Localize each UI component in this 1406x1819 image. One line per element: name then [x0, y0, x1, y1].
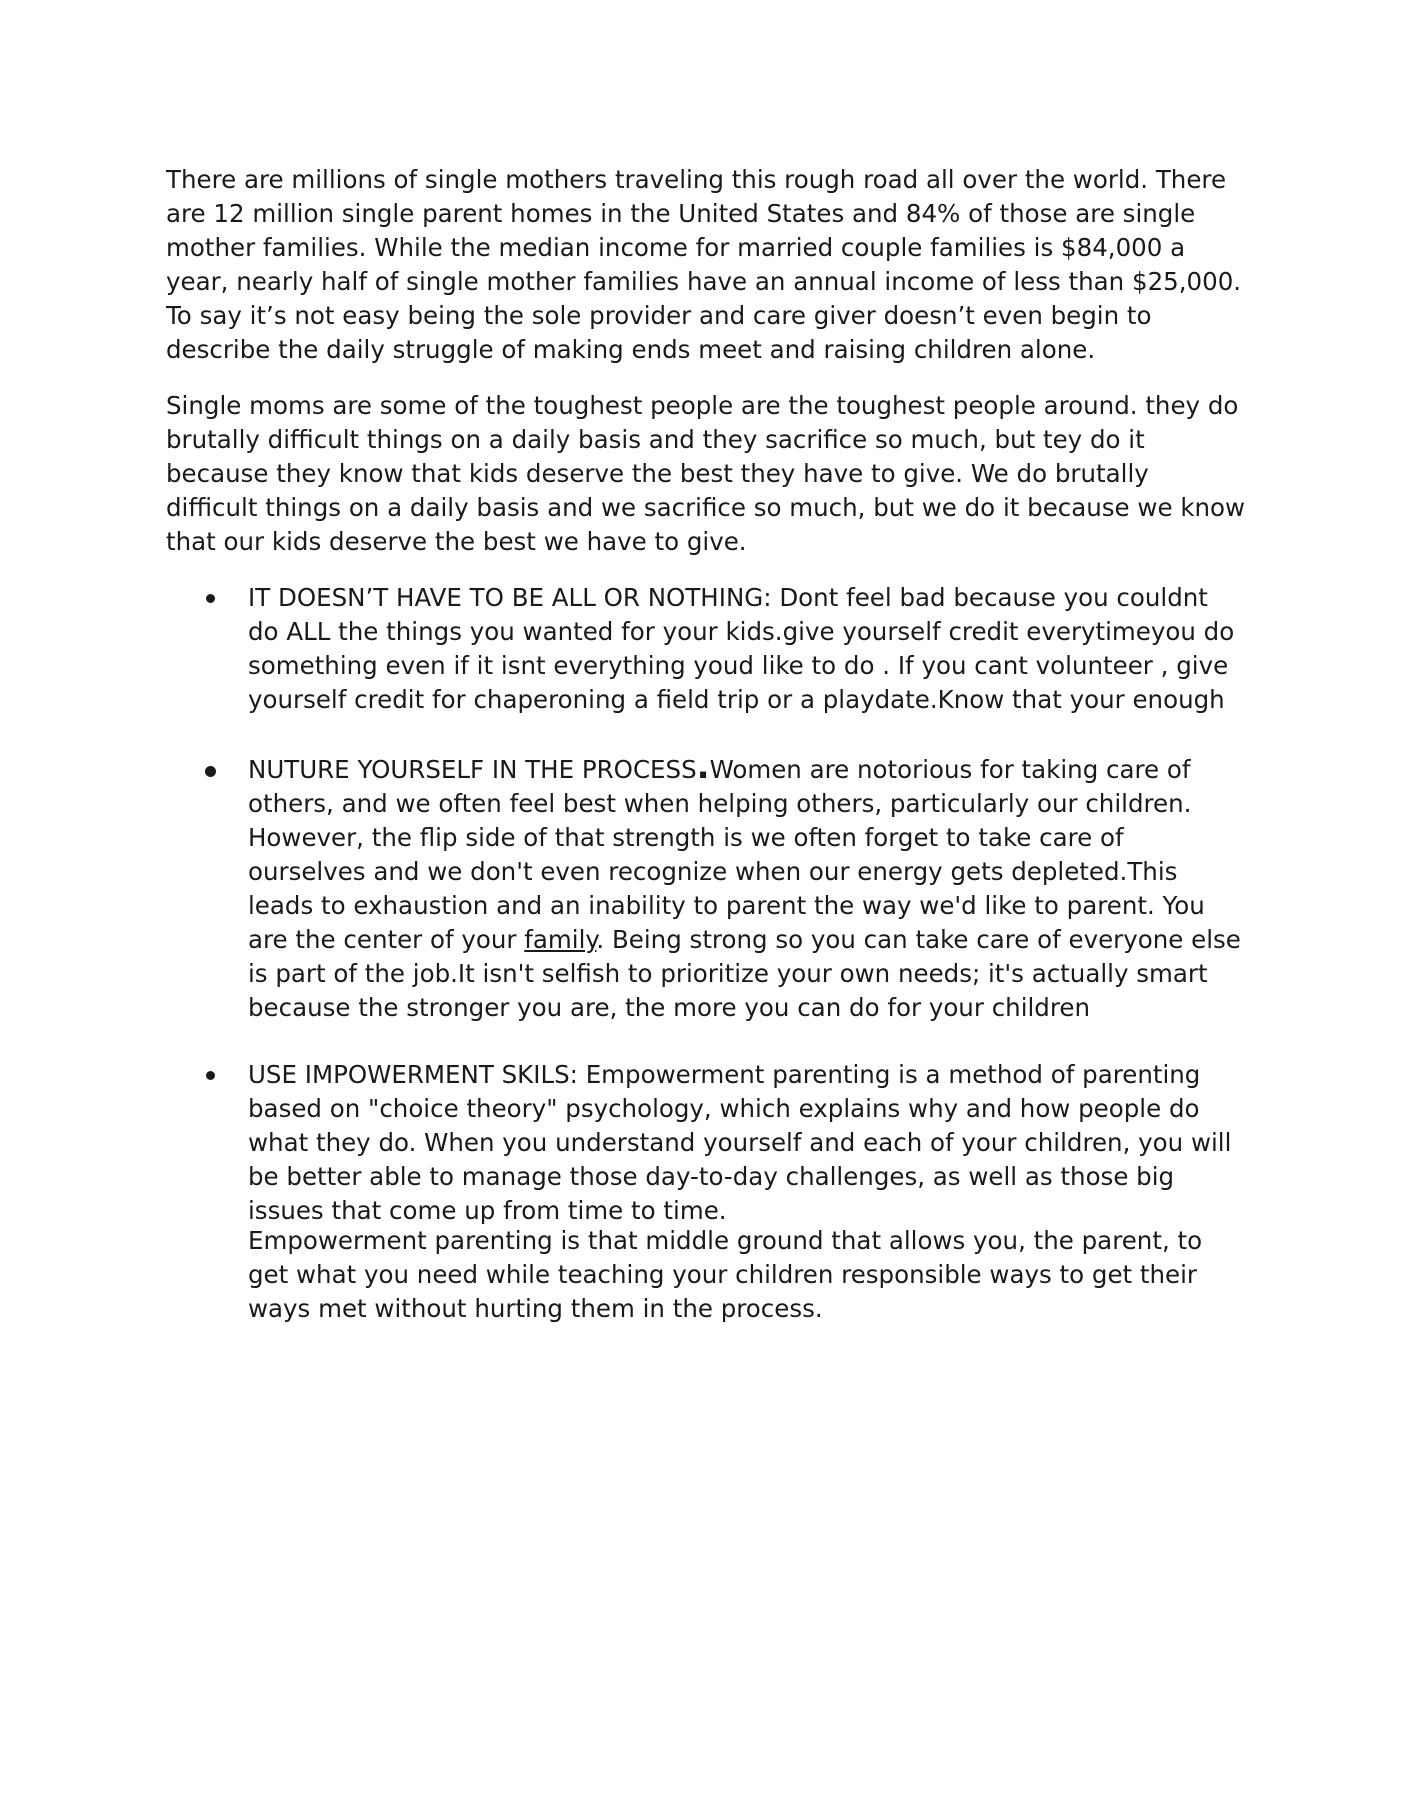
- list-item: [166, 1058, 1246, 1326]
- tip-extra-paragraph: Empowerment parenting is that middle ground that allows you, the parent, to get what you need while teaching your children responsible ways to get their ways met without hurting them in the process.: [248, 1226, 1203, 1323]
- tip-heading: USE IMPOWERMENT SKILS:: [248, 1060, 578, 1089]
- heading-period: .: [696, 747, 710, 787]
- tip-body: Empowerment parenting is a method of parenting based on "choice theory" psychology, which explains why and how people do what they do. When you understand yourself and each of your children, you will be better able to manage those day-to-day challenges, as well as those big issues that come up from time to time.: [248, 1060, 1232, 1225]
- tip-body: Women are notorious for taking care of others, and we often feel best when helping others, particularly our children. However, the flip side of that strength is we often forget to take care of ourselves and we don't even recognize when our energy gets depleted.This leads to exhaustion and an inability to parent the way we'd like to parent. You are the center of your: [248, 755, 1205, 954]
- list-item: [166, 747, 1246, 1025]
- bullet-icon: [205, 766, 216, 777]
- single-moms-paragraph: Single moms are some of the toughest people are the toughest people around. they do brutally difficult things on a daily basis and they sacrifice so much, but tey do it because they know that kids deserve the best they have to give. We do brutally difficult things on a daily basis and we sacrifice so much, but we do it because we know that our kids deserve the best we have to give.: [166, 391, 1246, 556]
- tip-body-continued: . Being strong so you can take care of everyone else is part of the job.It isn't selfish to prioritize your own needs; it's actually smart because the stronger you are, the more you can do for your children: [248, 925, 1241, 1022]
- tip-heading: NUTURE YOURSELF IN THE PROCESS: [248, 755, 697, 784]
- bullet-icon: [206, 594, 215, 603]
- list-item: [166, 581, 1246, 717]
- tip-heading: IT DOESN’T HAVE TO BE ALL OR NOTHING:: [248, 583, 772, 612]
- tip-body: Dont feel bad because you couldnt do ALL the things you wanted for your kids.give yourself credit everytimeyou do something even if it isnt everything youd like to do . If you cant volunteer , give yourself credit for chaperoning a field trip or a playdate.Know that your enough: [248, 583, 1235, 714]
- bullet-icon: [206, 1071, 215, 1080]
- tips-list: [166, 581, 1246, 1326]
- family-link[interactable]: family: [524, 925, 597, 954]
- document-body: [166, 163, 1246, 1326]
- intro-paragraph: There are millions of single mothers traveling this rough road all over the world. There are 12 million single parent homes in the United States and 84% of those are single mother families. While the median income for married couple families is $84,000 a year, nearly half of single mother families have an annual income of less than $25,000. To say it’s not easy being the sole provider and care giver doesn’t even begin to describe the daily struggle of making ends meet and raising children alone.: [166, 165, 1242, 364]
